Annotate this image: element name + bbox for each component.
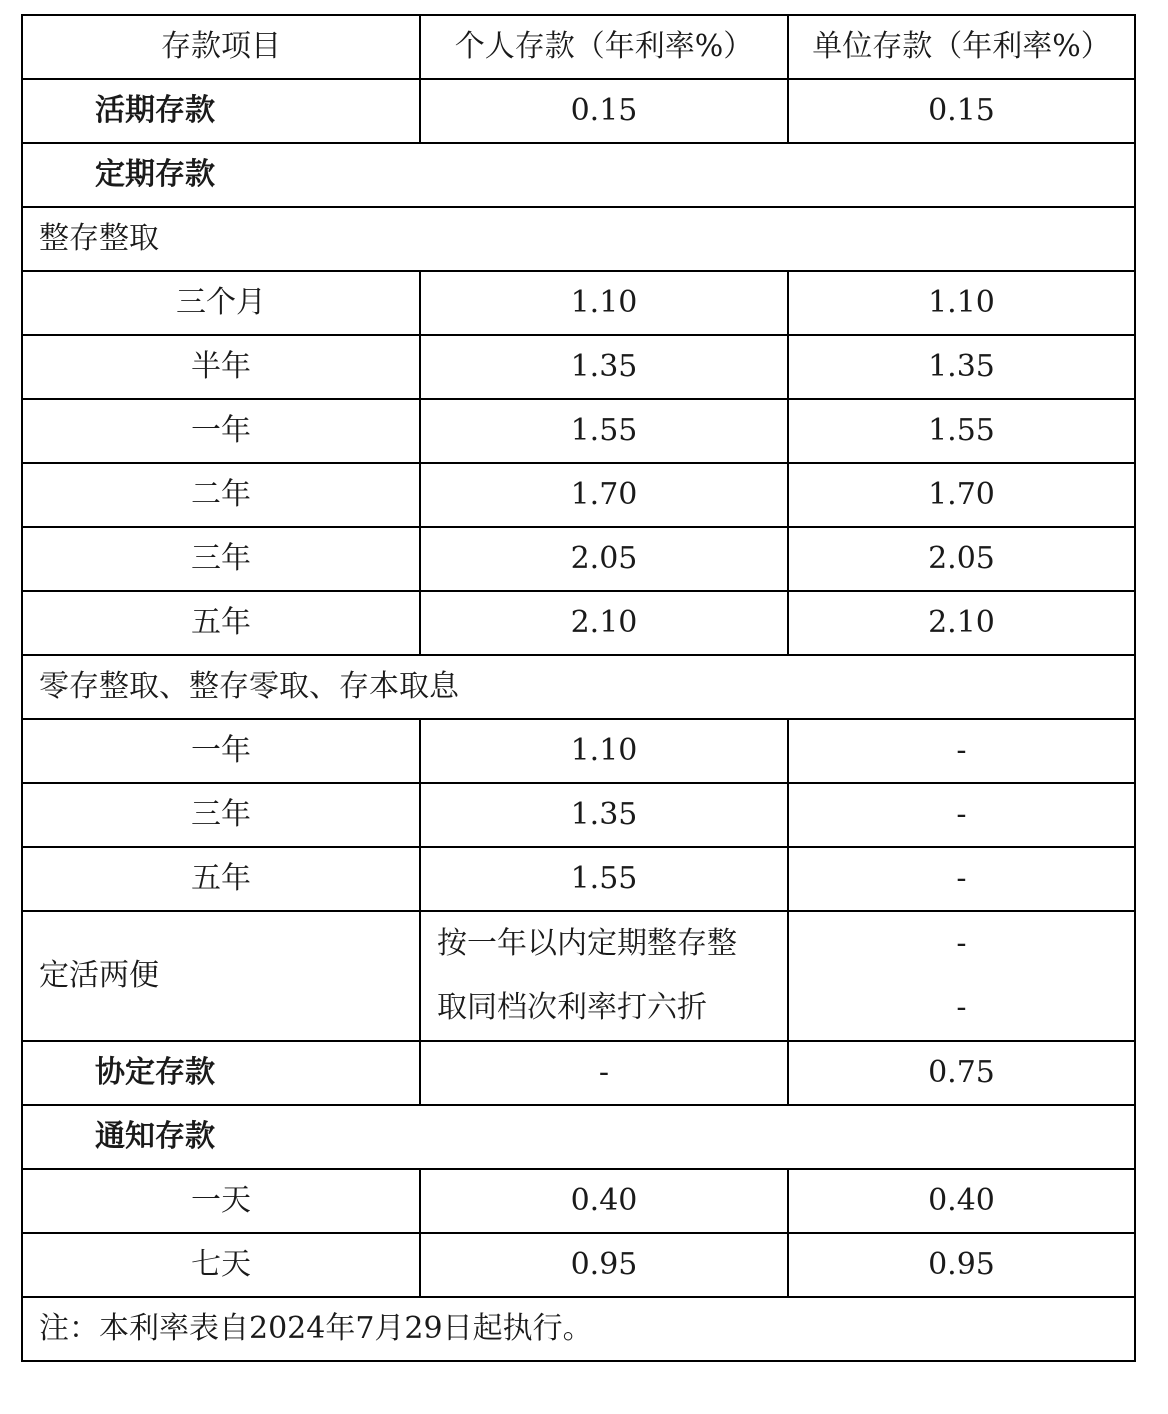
section-label-notice: 通知存款 bbox=[22, 1105, 1135, 1169]
table-row bbox=[22, 79, 1135, 143]
personal-rate: 2.10 bbox=[420, 591, 788, 655]
term-label: 一天 bbox=[22, 1169, 420, 1233]
section-label-installment: 零存整取、整存零取、存本取息 bbox=[22, 655, 1135, 719]
corporate-rate: 2.10 bbox=[788, 591, 1135, 655]
personal-rate: 0.15 bbox=[420, 79, 788, 143]
term-label: 三个月 bbox=[22, 271, 420, 335]
table-row bbox=[22, 1233, 1135, 1297]
corporate-rate: 2.05 bbox=[788, 527, 1135, 591]
table-note: 注：本利率表自2024年7月29日起执行。 bbox=[22, 1297, 1135, 1361]
personal-rate: - bbox=[420, 1041, 788, 1105]
term-label: 半年 bbox=[22, 335, 420, 399]
table-row bbox=[22, 1169, 1135, 1233]
corporate-rate: - bbox=[788, 719, 1135, 783]
fixed-demand-personal-line2: 取同档次利率打六折 bbox=[437, 990, 707, 1025]
term-label: 五年 bbox=[22, 847, 420, 911]
fixed-demand-personal bbox=[420, 911, 788, 1041]
term-label: 一年 bbox=[22, 719, 420, 783]
header-item: 存款项目 bbox=[22, 15, 420, 79]
row-label-agreement: 协定存款 bbox=[22, 1041, 420, 1105]
corporate-rate: 1.55 bbox=[788, 399, 1135, 463]
personal-rate: 0.40 bbox=[420, 1169, 788, 1233]
table-row bbox=[22, 847, 1135, 911]
corporate-rate: 1.70 bbox=[788, 463, 1135, 527]
corporate-rate: 1.10 bbox=[788, 271, 1135, 335]
table-row bbox=[22, 1041, 1135, 1105]
corporate-rate: 0.15 bbox=[788, 79, 1135, 143]
table-row bbox=[22, 783, 1135, 847]
table-row bbox=[22, 527, 1135, 591]
personal-rate: 1.70 bbox=[420, 463, 788, 527]
personal-rate: 1.55 bbox=[420, 399, 788, 463]
fixed-demand-personal-line1: 按一年以内定期整存整 bbox=[437, 926, 737, 961]
personal-rate: 1.55 bbox=[420, 847, 788, 911]
fixed-demand-corporate-line1: - bbox=[956, 926, 967, 961]
section-row bbox=[22, 143, 1135, 207]
corporate-rate: - bbox=[788, 783, 1135, 847]
section-row bbox=[22, 655, 1135, 719]
header-corporate: 单位存款（年利率%） bbox=[788, 15, 1135, 79]
section-row bbox=[22, 207, 1135, 271]
row-label-fixed-demand: 定活两便 bbox=[22, 911, 420, 1041]
personal-rate: 0.95 bbox=[420, 1233, 788, 1297]
term-label: 七天 bbox=[22, 1233, 420, 1297]
term-label: 三年 bbox=[22, 527, 420, 591]
personal-rate: 2.05 bbox=[420, 527, 788, 591]
corporate-rate: - bbox=[788, 847, 1135, 911]
table-row bbox=[22, 719, 1135, 783]
fixed-demand-corporate-line2: - bbox=[956, 990, 967, 1025]
term-label: 五年 bbox=[22, 591, 420, 655]
term-label: 三年 bbox=[22, 783, 420, 847]
corporate-rate: 0.95 bbox=[788, 1233, 1135, 1297]
header-row bbox=[22, 15, 1135, 79]
personal-rate: 1.35 bbox=[420, 335, 788, 399]
deposit-rate-table bbox=[21, 14, 1136, 1362]
corporate-rate: 0.40 bbox=[788, 1169, 1135, 1233]
row-label-demand: 活期存款 bbox=[22, 79, 420, 143]
note-row bbox=[22, 1297, 1135, 1361]
personal-rate: 1.10 bbox=[420, 719, 788, 783]
table-row bbox=[22, 399, 1135, 463]
section-label-lump-sum: 整存整取 bbox=[22, 207, 1135, 271]
table-row bbox=[22, 271, 1135, 335]
corporate-rate: 0.75 bbox=[788, 1041, 1135, 1105]
term-label: 一年 bbox=[22, 399, 420, 463]
term-label: 二年 bbox=[22, 463, 420, 527]
personal-rate: 1.10 bbox=[420, 271, 788, 335]
table-row bbox=[22, 591, 1135, 655]
corporate-rate: 1.35 bbox=[788, 335, 1135, 399]
section-row bbox=[22, 1105, 1135, 1169]
header-personal: 个人存款（年利率%） bbox=[420, 15, 788, 79]
fixed-demand-corporate bbox=[788, 911, 1135, 1041]
table-row bbox=[22, 335, 1135, 399]
table-row bbox=[22, 911, 1135, 1041]
section-label-time-deposit: 定期存款 bbox=[22, 143, 1135, 207]
table-row bbox=[22, 463, 1135, 527]
personal-rate: 1.35 bbox=[420, 783, 788, 847]
